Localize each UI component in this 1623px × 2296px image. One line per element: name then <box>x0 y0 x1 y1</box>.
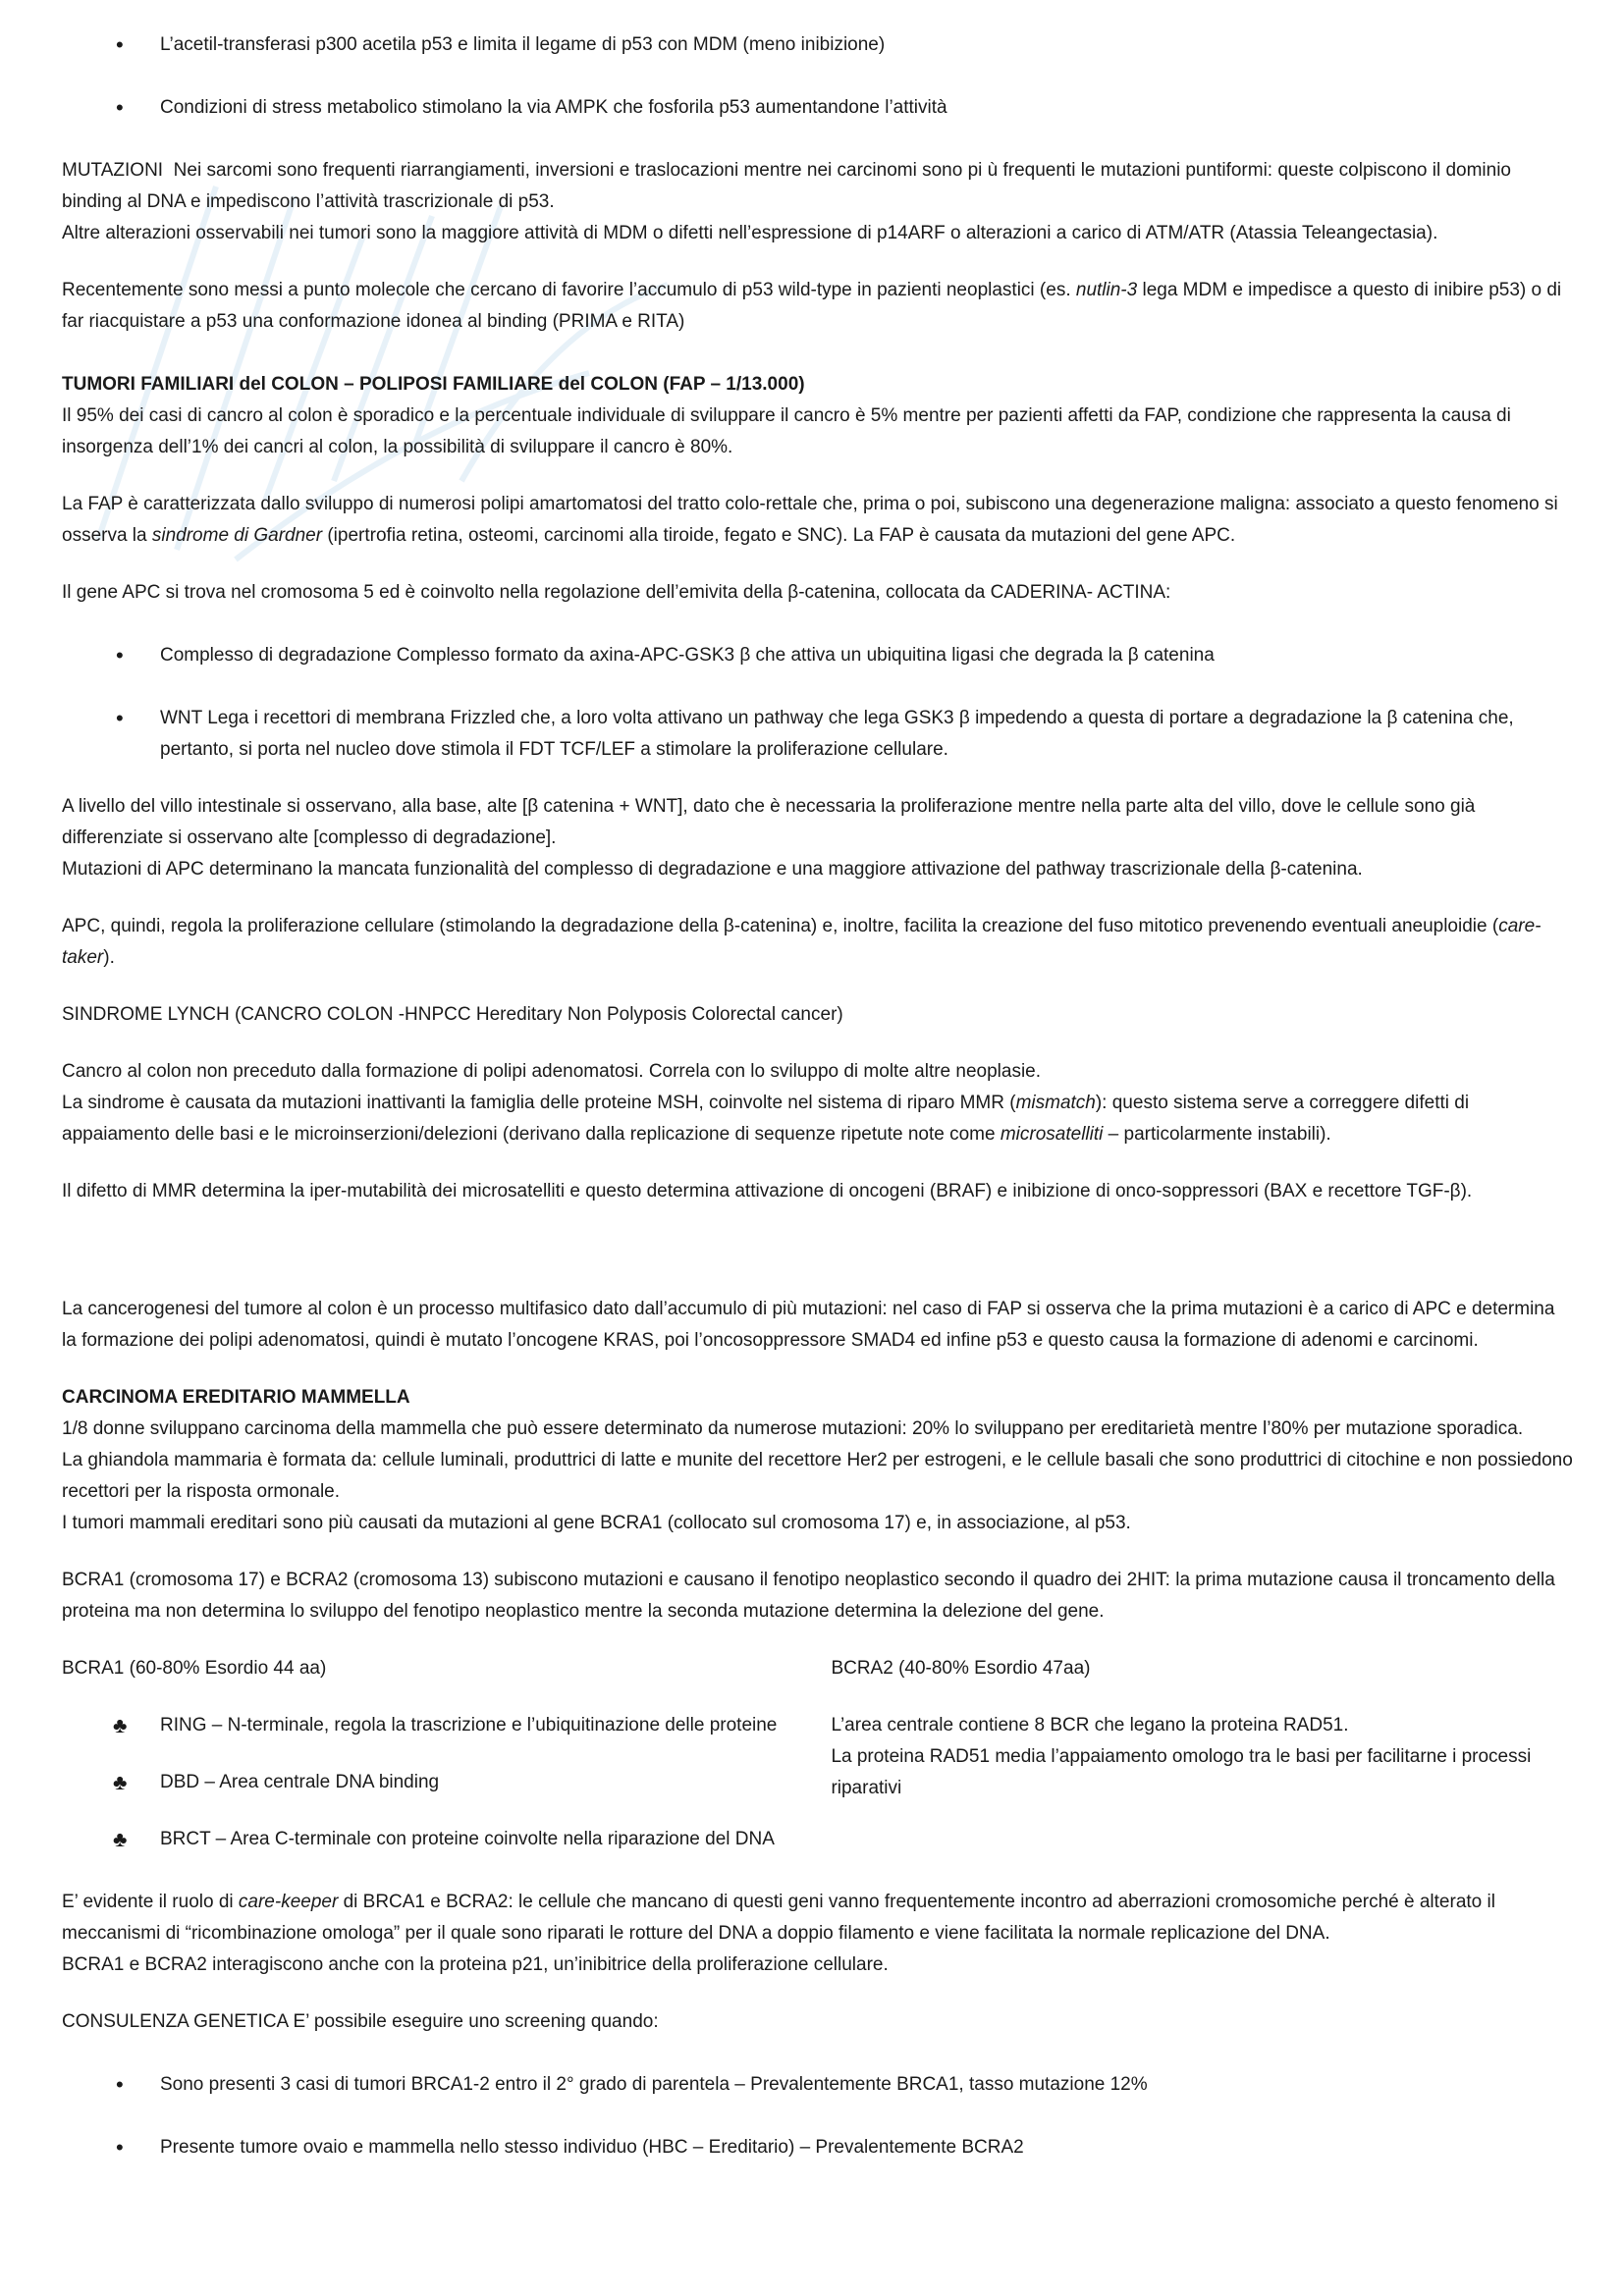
bcra-columns <box>62 1653 1574 1855</box>
list-item: • WNT Lega i recettori di membrana Frizzled che, a loro volta attivano un pathway che lega GSK3 β impedendo a questa di portare a degradazione la β catenina che, pertanto, si porta nel nucleo dove stimola il FDT TCF/LEF a stimolare la proliferazione cellulare. <box>62 703 1574 766</box>
list-item: ♣ RING – N-terminale, regola la trascrizione e l’ubiquitinazione delle proteine <box>62 1710 831 1741</box>
paragraph: A livello del villo intestinale si osservano, alla base, alte [β catenina + WNT], dato che è necessaria la proliferazione mentre nella parte alta del villo, dove le cellule sono già differenziate si osservano alte [complesso di degradazione]. <box>62 796 1476 848</box>
paragraph: APC, quindi, regola la proliferazione cellulare (stimolando la degradazione della β-catenina) e, inoltre, facilita la creazione del fuso mitotico prevenendo eventuali aneuploidie (care-taker). <box>62 916 1542 968</box>
bcra1-column <box>62 1653 831 1855</box>
paragraph: Mutazioni di APC determinano la mancata funzionalità del complesso di degradazione e una maggiore attivazione del pathway trascrizionale della β-catenina. <box>62 859 1363 880</box>
paragraph: La FAP è caratterizzata dallo sviluppo di numerosi polipi amartomatosi del tratto colo-rettale che, prima o poi, subiscono una degenerazione maligna: associato a questo fenomeno si osserva la sindrome di Gardner (ipertrofia retina, osteomi, carcinomi alla tiroide, fegato e SNC). La FAP è causata da mutazioni del gene APC. <box>62 494 1558 546</box>
bcra1-title: BCRA1 (60-80% Esordio 44 aa) <box>62 1658 327 1679</box>
paragraph: I tumori mammali ereditari sono più causati da mutazioni al gene BCRA1 (collocato sul cromosoma 17) e, in associazione, al p53. <box>62 1513 1131 1533</box>
bullet-icon: • <box>116 2135 124 2160</box>
bcra2-title: BCRA2 (40-80% Esordio 47aa) <box>831 1658 1091 1679</box>
list-item: • Complesso di degradazione Complesso formato da axina-APC-GSK3 β che attiva un ubiquitina ligasi che degrada la β catenina <box>62 640 1574 671</box>
paragraph: BCRA1 e BCRA2 interagiscono anche con la proteina p21, un’inibitrice della proliferazione cellulare. <box>62 1954 889 1975</box>
paragraph: 1/8 donne sviluppano carcinoma della mammella che può essere determinato da numerose mutazioni: 20% lo sviluppano per ereditarietà mentre l’80% per mutazione sporadica. <box>62 1418 1524 1439</box>
list-item: ♣ BRCT – Area C-terminale con proteine coinvolte nella riparazione del DNA <box>62 1824 831 1855</box>
list-item: • Sono presenti 3 casi di tumori BRCA1-2 entro il 2° grado di parentela – Prevalentemente BRCA1, tasso mutazione 12% <box>62 2069 1574 2101</box>
paragraph-mutazioni: MUTAZIONI Nei sarcomi sono frequenti riarrangiamenti, inversioni e traslocazioni mentre nei carcinomi sono pi ù frequenti le mutazioni puntiformi: queste colpiscono il dominio binding al DNA e impediscono l’attività trascrizionale di p53. <box>62 160 1511 212</box>
bullet-icon: • <box>116 2072 124 2097</box>
list-item: • L’acetil-transferasi p300 acetila p53 e limita il legame di p53 con MDM (meno inibizione) <box>62 29 1574 61</box>
paragraph: Cancro al colon non preceduto dalla formazione di polipi adenomatosi. Correla con lo sviluppo di molte altre neoplasie. <box>62 1061 1042 1082</box>
paragraph: La ghiandola mammaria è formata da: cellule luminali, produttrici di latte e munite del recettore Her2 per estrogeni, e le cellule basali che sono produttrici di citochine e non possiedono recettori per la risposta ormonale. <box>62 1450 1573 1502</box>
list-item: • Presente tumore ovaio e mammella nello stesso individuo (HBC – Ereditario) – Prevalentemente BCRA2 <box>62 2132 1574 2163</box>
section-heading: TUMORI FAMILIARI del COLON – POLIPOSI FAMILIARE del COLON (FAP – 1/13.000) <box>62 374 805 395</box>
bullet-icon: • <box>116 32 124 57</box>
section-heading: CARCINOMA EREDITARIO MAMMELLA <box>62 1387 410 1408</box>
bullet-icon: • <box>116 706 124 730</box>
club-icon: ♣ <box>113 1713 128 1737</box>
paragraph: L’area centrale contiene 8 BCR che legano la proteina RAD51. <box>831 1715 1349 1735</box>
bullet-icon: • <box>116 643 124 667</box>
section-heading: SINDROME LYNCH (CANCRO COLON -HNPCC Hereditary Non Polyposis Colorectal cancer) <box>62 1004 843 1025</box>
document-page <box>62 29 1574 2163</box>
paragraph: La sindrome è causata da mutazioni inattivanti la famiglia delle proteine MSH, coinvolte nel sistema di riparo MMR (mismatch): questo sistema serve a correggere difetti di appaiamento delle basi e le microinserzioni/delezioni (derivano dalla replicazione di sequenze ripetute note come microsatelliti – particolarmente instabili). <box>62 1093 1470 1145</box>
list-item: ♣ DBD – Area centrale DNA binding <box>62 1767 831 1798</box>
bcra2-column <box>831 1653 1574 1855</box>
paragraph: Il difetto di MMR determina la iper-mutabilità dei microsatelliti e questo determina attivazione di oncogeni (BRAF) e inibizione di onco-soppressori (BAX e recettore TGF-β). <box>62 1181 1473 1201</box>
paragraph: Altre alterazioni osservabili nei tumori sono la maggiore attività di MDM o difetti nell’espressione di p14ARF o alterazioni a carico di ATM/ATR (Atassia Teleangectasia). <box>62 223 1438 243</box>
paragraph: E’ evidente il ruolo di care-keeper di BRCA1 e BCRA2: le cellule che mancano di questi geni vanno frequentemente incontro ad aberrazioni cromosomiche perché è alterato il meccanismi di “ricombinazione omologa” per il quale sono riparati le rotture del DNA a doppio filamento e viene facilitata la normale replicazione del DNA. <box>62 1892 1495 1944</box>
paragraph: La cancerogenesi del tumore al colon è un processo multifasico dato dall’accumulo di più mutazioni: nel caso di FAP si osserva che la prima mutazioni è a carico di APC e determina la formazione dei polipi adenomatosi, quindi è mutato l’oncogene KRAS, poi l’oncosoppressore SMAD4 ed infine p53 e questo causa la formazione di adenomi e carcinomi. <box>62 1299 1555 1351</box>
club-icon: ♣ <box>113 1770 128 1794</box>
paragraph: Recentemente sono messi a punto molecole che cercano di favorire l’accumulo di p53 wild-type in pazienti neoplastici (es. nutlin-3 lega MDM e impedisce a questo di inibire p53) o di far riacquistare a p53 una conformazione idonea al binding (PRIMA e RITA) <box>62 280 1562 332</box>
club-icon: ♣ <box>113 1827 128 1851</box>
paragraph: Il gene APC si trova nel cromosoma 5 ed è coinvolto nella regolazione dell’emivita della β-catenina, collocata da CADERINA- ACTINA: <box>62 582 1171 603</box>
paragraph: BCRA1 (cromosoma 17) e BCRA2 (cromosoma 13) subiscono mutazioni e causano il fenotipo neoplastico secondo il quadro dei 2HIT: la prima mutazione causa il troncamento della proteina ma non determina lo sviluppo del fenotipo neoplastico mentre la seconda mutazione determina la delezione del gene. <box>62 1570 1555 1622</box>
paragraph: CONSULENZA GENETICA E’ possibile eseguire uno screening quando: <box>62 2011 659 2032</box>
paragraph: La proteina RAD51 media l’appaiamento omologo tra le basi per facilitarne i processi riparativi <box>831 1746 1532 1798</box>
list-item: • Condizioni di stress metabolico stimolano la via AMPK che fosforila p53 aumentandone l’attività <box>62 92 1574 124</box>
bullet-icon: • <box>116 95 124 120</box>
paragraph: Il 95% dei casi di cancro al colon è sporadico e la percentuale individuale di sviluppare il cancro è 5% mentre per pazienti affetti da FAP, condizione che rappresenta la causa di insorgenza dell’1% dei cancri al colon, la possibilità di sviluppare il cancro è 80%. <box>62 405 1511 457</box>
